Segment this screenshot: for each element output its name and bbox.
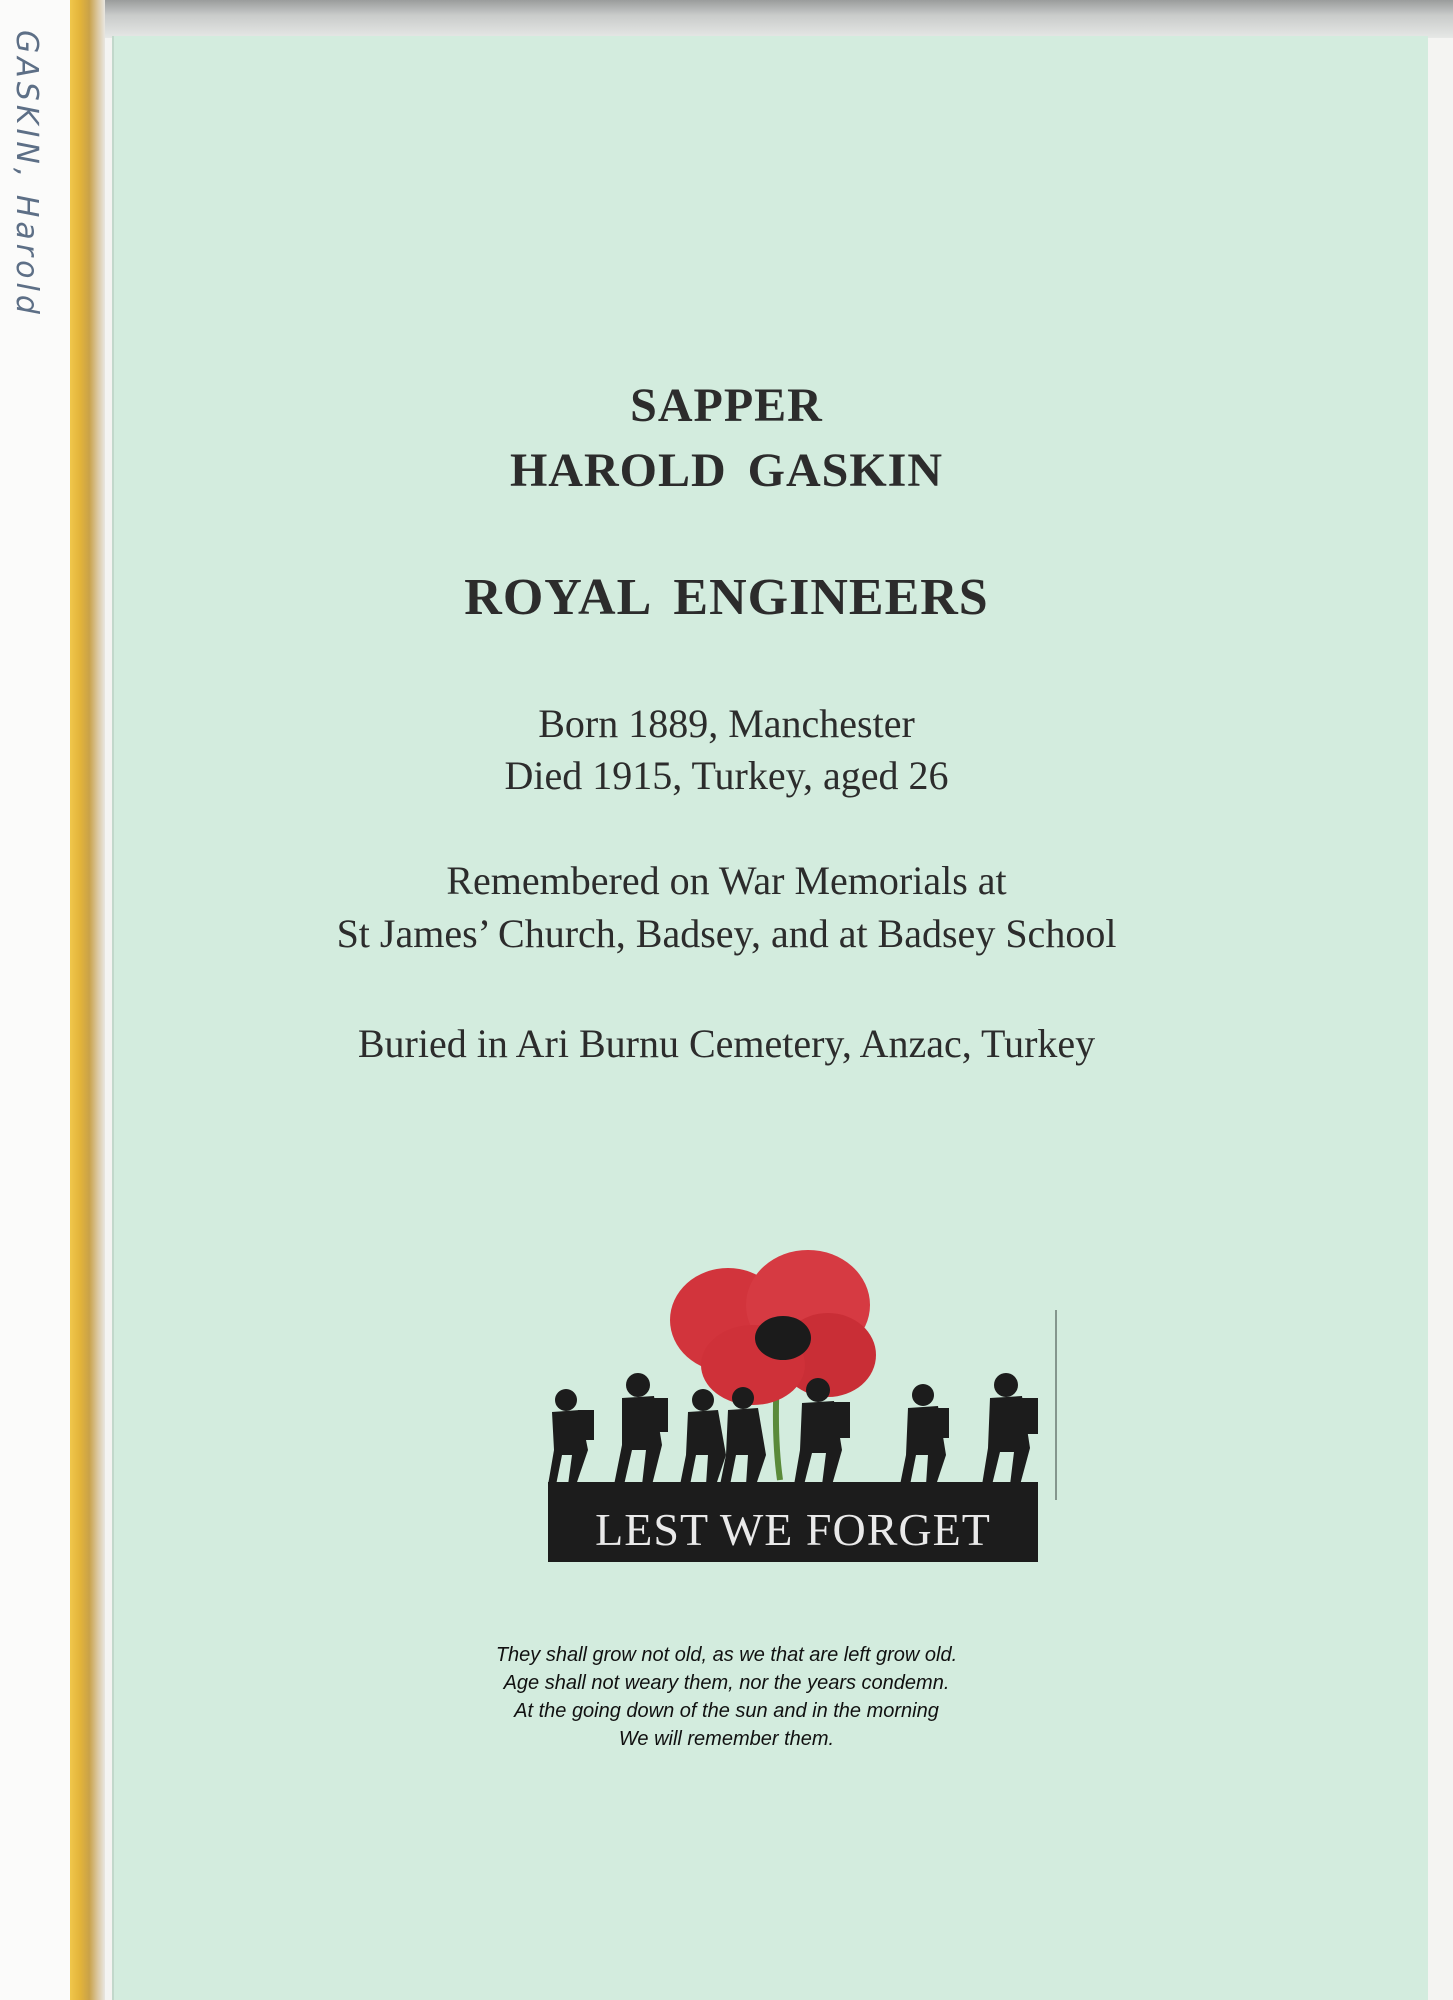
ode-of-remembrance xyxy=(0,1641,1453,1753)
death-info: Died 1915, Turkey, aged 26 xyxy=(504,753,949,798)
poem-line: At the going down of the sun and in the morning xyxy=(514,1700,939,1722)
birth-info: Born 1889, Manchester xyxy=(538,701,915,746)
unit-name: ROYAL ENGINEERS xyxy=(464,569,989,626)
rank-title: SAPPER xyxy=(630,379,823,432)
memorial-info-line-1: Remembered on War Memorials at xyxy=(446,858,1007,903)
page-top-shadow xyxy=(105,0,1453,38)
handwritten-margin-note: GASKIN, Harold xyxy=(9,30,44,318)
poem-line: They shall grow not old, as we that are left grow old. xyxy=(495,1644,958,1666)
memorial-info-line-2: St James’ Church, Badsey, and at Badsey School xyxy=(336,911,1117,956)
poem-line: Age shall not weary them, nor the years condemn. xyxy=(503,1672,950,1694)
poem-line: We will remember them. xyxy=(618,1728,835,1750)
lest-we-forget-emblem xyxy=(528,1250,1058,1562)
burial-info: Buried in Ari Burnu Cemetery, Anzac, Turkey xyxy=(357,1021,1096,1066)
banner-text: LEST WE FORGET xyxy=(595,1504,991,1555)
soldier-name: HAROLD GASKIN xyxy=(509,444,944,497)
poppy-soldiers-illustration xyxy=(528,1250,1058,1562)
poppy-icon xyxy=(670,1250,876,1405)
